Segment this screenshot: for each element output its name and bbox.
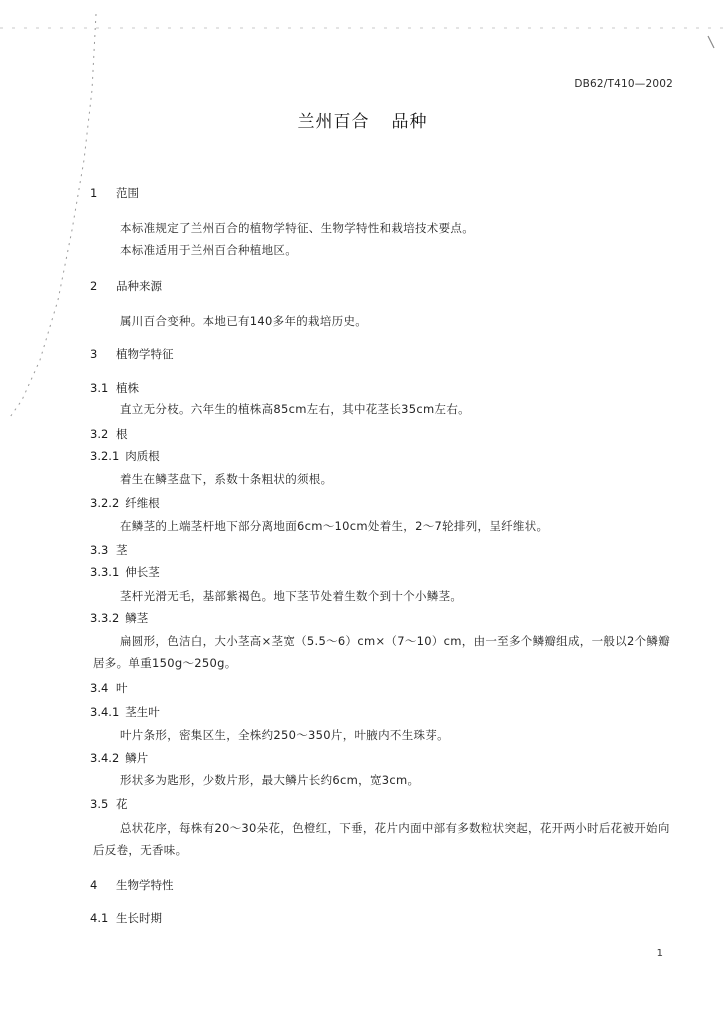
- paragraph: 直立无分枝。六年生的植株高85cm左右，其中花茎长35cm左右。: [120, 402, 470, 416]
- title-sub: 品种: [391, 112, 428, 132]
- subsection-heading: 3.1 植株: [90, 381, 139, 395]
- subsection-heading: 4.1 生长时期: [90, 911, 162, 925]
- section-heading: 4 生物学特性: [90, 878, 174, 892]
- subsection-heading: 3.2.1 肉质根: [90, 449, 160, 463]
- document-title: [0, 107, 725, 132]
- subsection-heading: 3.4.2 鳞片: [90, 751, 149, 765]
- title-main: 兰州百合: [297, 112, 370, 132]
- page-number: 1: [656, 948, 663, 959]
- subsection-heading: 3.3.1 伸长茎: [90, 565, 160, 579]
- paragraph-wrapped: 总状花序，每株有20～30朵花，色橙红，下垂，花片内面中部有多数粒状突起，花开两小时后花被开始向后反卷，无香味。: [93, 821, 670, 857]
- paragraph: 着生在鳞茎盘下，系数十条粗状的须根。: [120, 472, 333, 486]
- subsection-heading: 3.4 叶: [90, 681, 128, 695]
- paragraph: 形状多为匙形，少数片形，最大鳞片长约6cm，宽3cm。: [120, 773, 420, 787]
- paragraph: 叶片条形，密集区生，全株约250～350片，叶腋内不生珠芽。: [120, 728, 449, 742]
- subsection-heading: 3.5 花: [90, 797, 128, 811]
- paragraph: 本标准规定了兰州百合的植物学特征、生物学特性和栽培技术要点。: [120, 221, 474, 235]
- section-heading: 1 范围: [90, 186, 139, 200]
- subsection-heading: 3.3.2 鳞茎: [90, 611, 149, 625]
- subsection-heading: 3.3 茎: [90, 543, 128, 557]
- standard-code: DB62/T410—2002: [574, 78, 673, 90]
- subsection-heading: 3.2.2 纤维根: [90, 496, 160, 510]
- section-heading: 3 植物学特征: [90, 347, 174, 361]
- paragraph: 属川百合变种。本地已有140多年的栽培历史。: [120, 314, 368, 328]
- paragraph: 茎杆光滑无毛，基部紫褐色。地下茎节处着生数个到十个小鳞茎。: [120, 589, 463, 603]
- subsection-heading: 3.4.1 茎生叶: [90, 705, 160, 719]
- paragraph-wrapped: 扁圆形，色洁白，大小茎高×茎宽（5.5～6）cm×（7～10）cm，由一至多个鳞瓣组成，一般以2个鳞瓣居多。单重150g～250g。: [93, 634, 670, 670]
- paragraph: 本标准适用于兰州百合种植地区。: [120, 243, 297, 257]
- section-heading: 2 品种来源: [90, 279, 162, 293]
- subsection-heading: 3.2 根: [90, 427, 128, 441]
- paragraph: 在鳞茎的上端茎杆地下部分离地面6cm～10cm处着生，2～7轮排列，呈纤维状。: [120, 519, 549, 533]
